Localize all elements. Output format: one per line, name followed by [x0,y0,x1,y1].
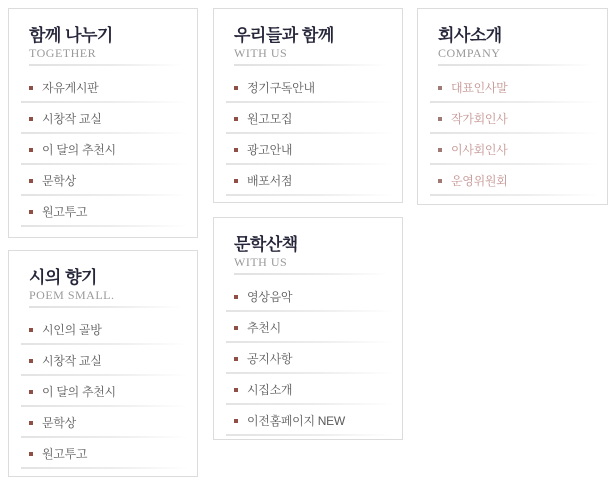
bullet-icon [234,117,238,121]
menu-item-label: 문학상 [42,415,76,430]
menu-item-label: 운영위원회 [451,173,508,188]
panel-subtitle: POEM SMALL. [29,288,115,302]
divider [29,64,183,66]
panel-subtitle: WITH US [234,255,288,269]
panel-title: 우리들과 함께 [234,26,334,45]
menu-item-label: 이 달의 추천시 [42,142,116,157]
bullet-icon [29,179,33,183]
menu-item[interactable] [29,314,183,345]
panel-title: 회사소개 [438,26,502,45]
menu-item[interactable] [234,134,388,165]
menu-item-label: 영상음악 [247,289,293,304]
menu-item[interactable] [29,345,183,376]
menu-item-label: 정기구독안내 [247,80,315,95]
bullet-icon [234,419,238,423]
menu-item[interactable] [438,134,593,165]
divider [438,64,593,66]
panel-with-us [213,8,403,203]
menu-item[interactable] [234,343,388,374]
menu-item-label: 이 달의 추천시 [42,384,116,399]
divider [29,306,183,308]
menu-item-label: 시집소개 [247,382,293,397]
panel-subtitle: TOGETHER [29,46,97,60]
menu-item-label: 대표인사말 [451,80,508,95]
bullet-icon [29,421,33,425]
bullet-icon [438,148,442,152]
menu-item-label: 문학상 [42,173,76,188]
menu-item-label: 원고투고 [42,446,88,461]
menu-item[interactable] [29,165,183,196]
bullet-icon [234,388,238,392]
divider [234,273,388,275]
bullet-icon [29,452,33,456]
menu-item-label: 이전홈페이지 NEW [247,413,345,428]
panel-together [8,8,198,238]
menu-item-label: 추천시 [247,320,281,335]
menu-item[interactable] [29,438,183,469]
bullet-icon [29,359,33,363]
menu-item[interactable] [29,103,183,134]
menu-item[interactable] [438,165,593,196]
bullet-icon [29,148,33,152]
menu-item-label: 이사회인사 [451,142,508,157]
menu-item-label: 자유게시판 [42,80,99,95]
bullet-icon [234,326,238,330]
menu-item-label: 원고모집 [247,111,293,126]
menu-item-label: 원고투고 [42,204,88,219]
panel-subtitle: COMPANY [438,46,501,60]
menu-item-label: 광고안내 [247,142,293,157]
panel-company [417,8,608,205]
bullet-icon [29,117,33,121]
menu-list [29,314,183,469]
bullet-icon [234,295,238,299]
menu-item-label: 시인의 골방 [42,322,102,337]
menu-list [234,281,388,436]
menu-item[interactable] [234,72,388,103]
menu-item-label: 시창작 교실 [42,353,102,368]
menu-list [438,72,593,196]
panel-literary-walk [213,217,403,440]
menu-item-label: 작가회인사 [451,111,508,126]
menu-item-label: 시창작 교실 [42,111,102,126]
bullet-icon [29,210,33,214]
bullet-icon [234,179,238,183]
menu-item[interactable] [29,134,183,165]
bullet-icon [29,390,33,394]
bullet-icon [438,179,442,183]
bullet-icon [234,86,238,90]
menu-item[interactable] [234,374,388,405]
bullet-icon [438,117,442,121]
panel-subtitle: WITH US [234,46,288,60]
menu-item[interactable] [29,376,183,407]
menu-item[interactable] [234,103,388,134]
menu-item[interactable] [29,196,183,227]
menu-list [29,72,183,227]
menu-item[interactable] [29,407,183,438]
menu-item[interactable] [29,72,183,103]
bullet-icon [234,148,238,152]
menu-list [234,72,388,196]
bullet-icon [234,357,238,361]
panel-title: 함께 나누기 [29,26,113,45]
panel-title: 시의 향기 [29,268,97,287]
menu-item[interactable] [234,165,388,196]
bullet-icon [438,86,442,90]
divider [234,64,388,66]
menu-item[interactable] [438,72,593,103]
menu-item-label: 공지사항 [247,351,293,366]
bullet-icon [29,328,33,332]
panel-title: 문학산책 [234,235,298,254]
bullet-icon [29,86,33,90]
menu-item[interactable] [234,312,388,343]
menu-item[interactable] [438,103,593,134]
panel-poem-scent [8,250,198,477]
menu-item[interactable] [234,405,388,436]
menu-item[interactable] [234,281,388,312]
menu-item-label: 배포서점 [247,173,293,188]
